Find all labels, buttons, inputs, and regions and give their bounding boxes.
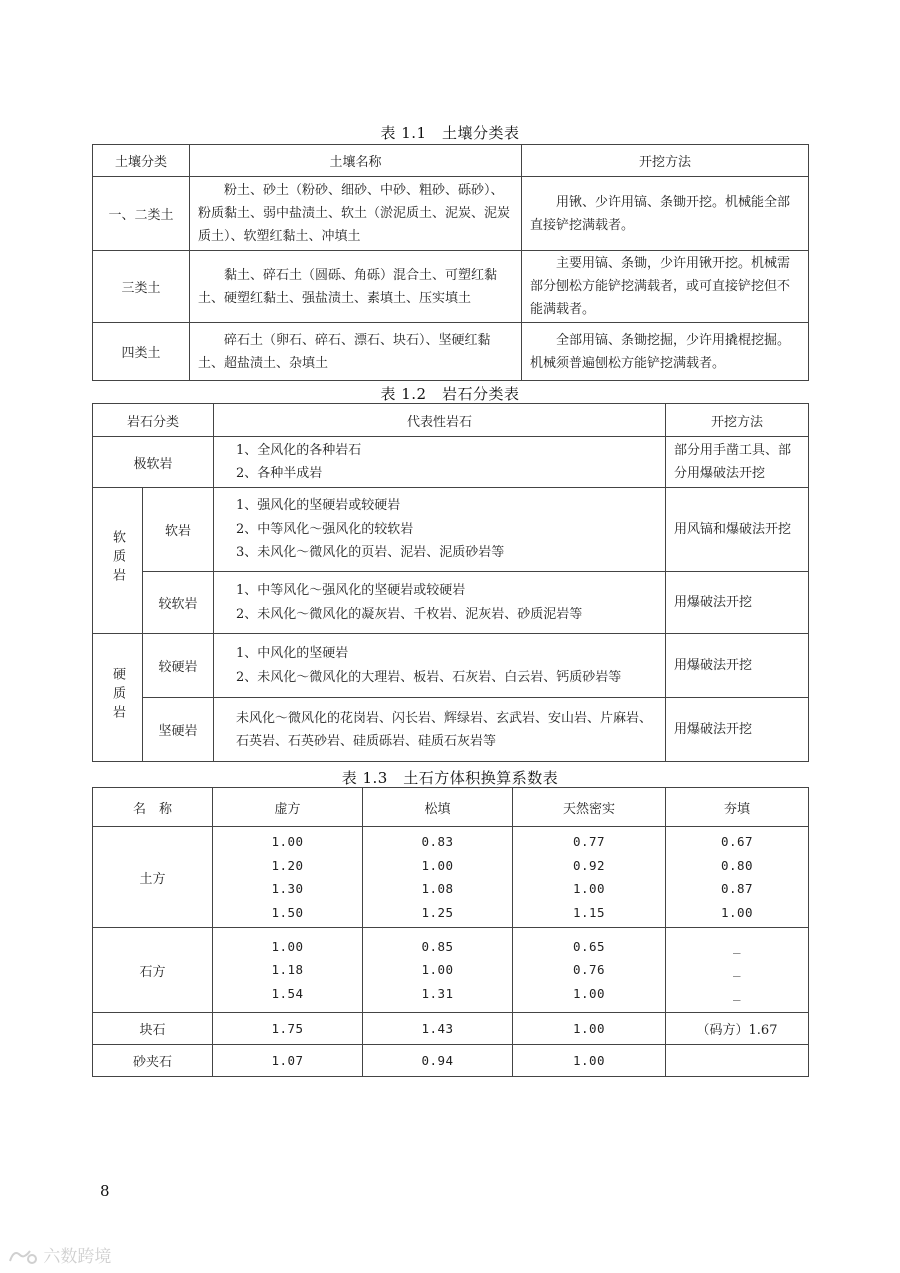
rock-class: 较软岩 (143, 572, 214, 634)
value: 1.08 (421, 881, 454, 896)
table-row (93, 572, 809, 634)
value: 0.80 (720, 857, 754, 873)
value: _ (732, 962, 742, 978)
header-cell: 夯填 (666, 788, 809, 827)
value: 1.00 (513, 1045, 666, 1077)
page-number: 8 (100, 1182, 110, 1200)
material-name: 土方 (93, 827, 213, 928)
table-row (93, 928, 809, 1013)
soil-class: 三类土 (93, 251, 190, 323)
rock-item: 3、未风化～微风化的页岩、泥岩、泥质砂岩等 (236, 545, 505, 561)
value: 1.20 (271, 857, 304, 873)
table-row (93, 323, 809, 381)
rock-item: 1、全风化的各种岩石 (236, 442, 362, 458)
table2-caption: 表 1.2 岩石分类表 (380, 385, 520, 403)
value: 1.30 (271, 881, 304, 896)
value: 1.00 (720, 904, 754, 920)
rock-class: 软岩 (143, 488, 214, 572)
rock-item: 1、强风化的坚硬岩或较硬岩 (236, 498, 401, 514)
value: 0.65 (572, 938, 606, 954)
table-row (93, 634, 809, 698)
rock-item: 2、未风化～微风化的凝灰岩、千枚岩、泥灰岩、砂质泥岩等 (236, 606, 583, 622)
rock-item: 1、中风化的坚硬岩 (236, 646, 349, 661)
table3-caption: 表 1.3 土石方体积换算系数表 (341, 769, 559, 787)
soil-class: 一、二类土 (93, 177, 190, 251)
header-cell: 天然密实 (513, 788, 666, 827)
value: 0.87 (720, 881, 754, 896)
value: 1.43 (363, 1013, 513, 1045)
material-name: 块石 (93, 1013, 213, 1045)
value: 1.00 (271, 834, 304, 849)
song-values (363, 827, 513, 928)
hang-values (666, 827, 809, 928)
header-cell: 代表性岩石 (214, 404, 666, 437)
hang-values (666, 928, 809, 1013)
value: 1.00 (421, 857, 454, 873)
value: 1.50 (271, 904, 304, 920)
rock-item: 2、未风化～微风化的大理岩、板岩、石灰岩、白云岩、钙质砂岩等 (236, 669, 622, 685)
value: _ (732, 985, 742, 1001)
dig-method: 主要用镐、条锄，少许用锹开挖。机械需部分刨松方能铲挖满载者，或可直接铲挖但不能满载者。 (522, 251, 809, 323)
dig-method: 用爆破法开挖 (666, 572, 809, 634)
rock-group-hard (93, 634, 143, 762)
value: 1.00 (421, 962, 454, 978)
group-label: 硬质岩 (110, 667, 125, 724)
table1-caption: 表 1.1 土壤分类表 (380, 124, 520, 142)
volume-conversion-table (92, 787, 809, 1077)
value: 1.00 (271, 938, 304, 954)
table-row (93, 437, 809, 488)
table-header-row (93, 145, 809, 177)
value: 1.00 (513, 1013, 666, 1045)
rock-classification-table (92, 403, 809, 762)
dig-method: 部分用手凿工具、部分用爆破法开挖 (666, 437, 809, 488)
table-header-row (93, 404, 809, 437)
soil-names: 粉土、砂土（粉砂、细砂、中砂、粗砂、砾砂）、粉质黏土、弱中盐渍土、软土（淤泥质土、泥炭、泥炭质土）、软塑红黏土、冲填土 (190, 177, 522, 251)
song-values (363, 928, 513, 1013)
header-cell: 虚方 (213, 788, 363, 827)
table-row (93, 1045, 809, 1077)
value: （码方）1.67 (666, 1013, 809, 1045)
watermark-logo-icon (8, 1247, 38, 1267)
rock-list (214, 634, 666, 698)
header-cell: 开挖方法 (522, 145, 809, 177)
tian-values (513, 928, 666, 1013)
soil-classification-table (92, 144, 809, 381)
value: 0.92 (572, 857, 606, 873)
value: 1.00 (572, 881, 606, 896)
rock-item: 2、中等风化～强风化的较软岩 (236, 521, 414, 537)
dig-method: 全部用镐、条锄挖掘，少许用撬棍挖掘。机械须普遍刨松方能铲挖满载者。 (522, 323, 809, 381)
table-row (93, 827, 809, 928)
value: 0.77 (572, 834, 606, 849)
table-header-row (93, 788, 809, 827)
dig-method: 用锹、少许用镐、条锄开挖。机械能全部直接铲挖满载者。 (522, 177, 809, 251)
group-label: 软质岩 (110, 530, 125, 587)
rock-list (214, 437, 666, 488)
value: 1.75 (213, 1013, 363, 1045)
table-row (93, 488, 809, 572)
header-cell: 土壤分类 (93, 145, 190, 177)
header-cell: 松填 (363, 788, 513, 827)
value: 1.00 (572, 985, 606, 1001)
value: 0.67 (720, 834, 754, 849)
dig-method: 用爆破法开挖 (666, 634, 809, 698)
value: 0.76 (572, 962, 606, 978)
header-cell: 土壤名称 (190, 145, 522, 177)
value: 1.31 (421, 985, 454, 1001)
rock-list: 未风化～微风化的花岗岩、闪长岩、辉绿岩、玄武岩、安山岩、片麻岩、石英岩、石英砂岩、硅质砾岩、硅质石灰岩等 (214, 698, 666, 762)
rock-item: 1、中等风化～强风化的坚硬岩或较硬岩 (236, 583, 466, 598)
dig-method: 用爆破法开挖 (666, 698, 809, 762)
rock-item: 2、各种半成岩 (236, 466, 323, 481)
header-cell: 岩石分类 (93, 404, 214, 437)
rock-class: 极软岩 (93, 437, 214, 488)
soil-names: 碎石土（卵石、碎石、漂石、块石）、坚硬红黏土、超盐渍土、杂填土 (190, 323, 522, 381)
value: 1.07 (213, 1045, 363, 1077)
tian-values (513, 827, 666, 928)
value (666, 1045, 809, 1077)
header-cell: 名 称 (93, 788, 213, 827)
value: 0.94 (363, 1045, 513, 1077)
rock-class: 较硬岩 (143, 634, 214, 698)
rock-list (214, 572, 666, 634)
value: 1.54 (271, 985, 304, 1001)
xu-values (213, 928, 363, 1013)
value: 1.18 (271, 962, 304, 978)
table-row (93, 1013, 809, 1045)
rock-list (214, 488, 666, 572)
soil-class: 四类土 (93, 323, 190, 381)
table-row (93, 177, 809, 251)
watermark-text: 六数跨境 (43, 1247, 112, 1267)
rock-class: 坚硬岩 (143, 698, 214, 762)
table-row (93, 698, 809, 762)
value: 0.83 (421, 834, 454, 849)
watermark (8, 1242, 111, 1267)
value: _ (732, 938, 742, 954)
material-name: 石方 (93, 928, 213, 1013)
value: 1.15 (572, 904, 606, 920)
header-cell: 开挖方法 (666, 404, 809, 437)
material-name: 砂夹石 (93, 1045, 213, 1077)
value: 0.85 (421, 938, 454, 954)
dig-method: 用风镐和爆破法开挖 (666, 488, 809, 572)
soil-names: 黏土、碎石土（圆砾、角砾）混合土、可塑红黏土、硬塑红黏土、强盐渍土、素填土、压实填土 (190, 251, 522, 323)
value: 1.25 (421, 904, 454, 920)
table-row (93, 251, 809, 323)
xu-values (213, 827, 363, 928)
rock-group-soft (93, 488, 143, 634)
